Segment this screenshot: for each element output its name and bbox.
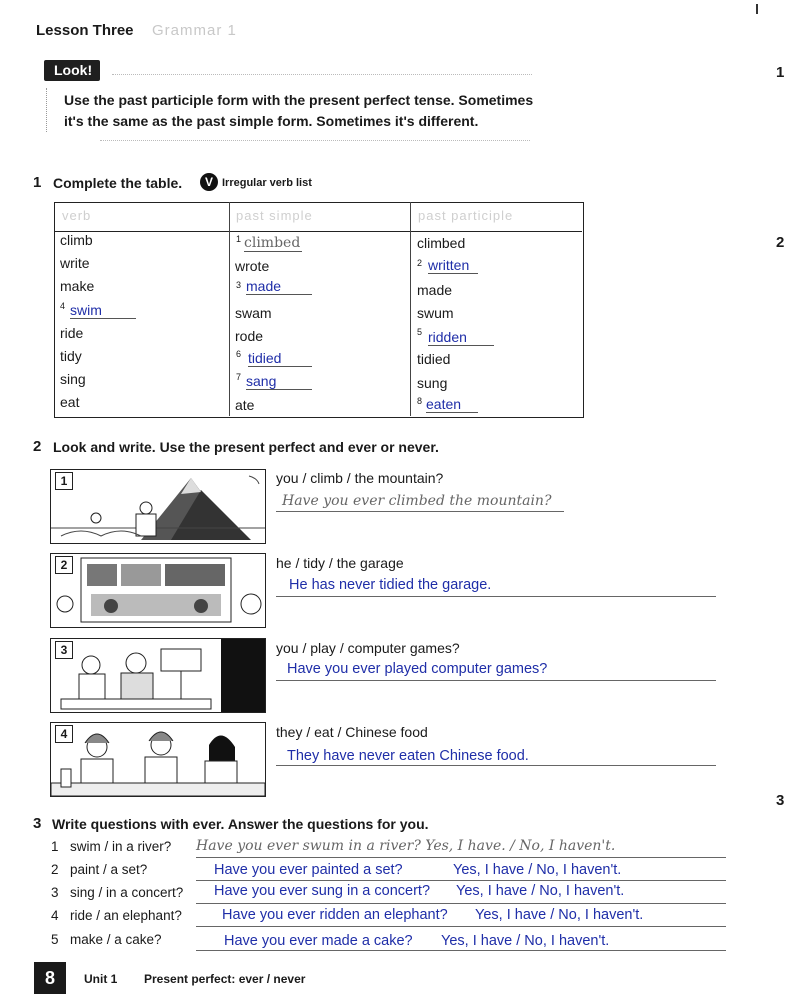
col-header-past-participle: past participle xyxy=(418,208,514,223)
answer-cell: written xyxy=(428,257,478,274)
answer-cell: tidied xyxy=(248,350,312,367)
ex3-reply: Yes, I have / No, I haven't. xyxy=(453,862,622,878)
ex2-answer: He has never tidied the garage. xyxy=(289,577,492,593)
past-simple-cell: rode xyxy=(235,328,264,344)
verb-cell: ride xyxy=(60,325,84,341)
margin-number: 2 xyxy=(776,234,785,251)
ex3-reply: Yes, I have / No, I haven't. xyxy=(456,883,625,899)
table-divider xyxy=(410,202,411,416)
participle-cell: tidied xyxy=(417,351,451,367)
answer-cell: eaten xyxy=(426,396,478,413)
ex3-number: 3 xyxy=(33,815,42,832)
answer-cell: swim xyxy=(70,302,136,319)
past-simple-cell: ate xyxy=(235,397,255,413)
ex3-prompt: make / a cake? xyxy=(70,932,162,947)
ex3-question: Have you ever ridden an elephant? xyxy=(222,907,448,923)
footer-unit: Unit 1 xyxy=(84,972,118,986)
past-simple-cell: swam xyxy=(235,305,272,321)
past-simple-cell: wrote xyxy=(235,258,270,274)
ex2-prompt: you / play / computer games? xyxy=(276,640,460,656)
ex3-heading: Write questions with ever. Answer the questions for you. xyxy=(52,816,429,832)
table-divider xyxy=(229,202,230,416)
answer-line xyxy=(276,765,716,766)
answer-line xyxy=(196,880,726,881)
blank-number: 6 xyxy=(236,349,242,359)
ex3-prompt: sing / in a concert? xyxy=(70,885,184,900)
footer-topic: Present perfect: ever / never xyxy=(144,972,306,986)
blank-number: 4 xyxy=(60,301,66,311)
margin-mark xyxy=(756,4,758,14)
chinese-food-picture xyxy=(50,722,266,797)
ex2-number: 2 xyxy=(33,438,42,455)
picture-number: 4 xyxy=(55,725,73,743)
answer-cell: sang xyxy=(246,373,312,390)
blank-number: 5 xyxy=(417,327,423,337)
look-left-border xyxy=(46,88,49,132)
col-header-verb: verb xyxy=(62,208,92,223)
verb-list-icon: V xyxy=(200,173,218,191)
answer-cell: ridden xyxy=(428,329,494,346)
ex1-number: 1 xyxy=(33,174,42,191)
picture-number: 3 xyxy=(55,641,73,659)
margin-number: 1 xyxy=(776,64,785,81)
participle-cell: made xyxy=(417,282,453,298)
computer-games-illustration xyxy=(51,639,265,712)
answer-line xyxy=(196,926,726,927)
mountain-picture xyxy=(50,469,266,544)
ex3-prompt: swim / in a river? xyxy=(70,839,172,854)
garage-illustration xyxy=(51,554,265,627)
garage-picture xyxy=(50,553,266,628)
verb-cell: sing xyxy=(60,371,86,387)
answer-line xyxy=(276,596,716,597)
look-line-1: Use the past participle form with the present perfect tense. Sometimes xyxy=(64,92,534,108)
lesson-subtitle: Grammar 1 xyxy=(152,22,237,39)
verb-cell: climb xyxy=(60,232,93,248)
ex3-item-number: 1 xyxy=(51,839,59,854)
ex3-question: Have you ever made a cake? xyxy=(224,933,413,949)
ex3-item-number: 5 xyxy=(51,932,59,947)
ex2-heading: Look and write. Use the present perfect and ever or never. xyxy=(53,439,439,455)
ex2-answer: Have you ever played computer games? xyxy=(287,661,548,677)
ex2-prompt: you / climb / the mountain? xyxy=(276,470,444,486)
look-top-border xyxy=(112,74,532,75)
chinese-food-illustration xyxy=(51,723,265,796)
ex3-item-number: 2 xyxy=(51,862,59,877)
verb-cell: eat xyxy=(60,394,80,410)
ex2-prompt: they / eat / Chinese food xyxy=(276,724,428,740)
picture-number: 2 xyxy=(55,556,73,574)
verb-list-reference: Irregular verb list xyxy=(222,177,312,189)
verb-cell: make xyxy=(60,278,95,294)
page-number-badge: 8 xyxy=(34,962,66,994)
picture-number: 1 xyxy=(55,472,73,490)
col-header-past-simple: past simple xyxy=(236,208,313,223)
ex3-prompt: ride / an elephant? xyxy=(70,908,182,923)
look-bottom-border xyxy=(100,140,530,141)
blank-number: 7 xyxy=(236,372,242,382)
ex3-answer: Have you ever swum in a river? Yes, I have. / No, I haven't. xyxy=(196,838,616,854)
ex3-reply: Yes, I have / No, I haven't. xyxy=(441,933,610,949)
answer-cell: climbed xyxy=(244,235,301,251)
lesson-title: Lesson Three xyxy=(36,22,134,39)
answer-line xyxy=(196,950,726,951)
answer-line xyxy=(196,857,726,858)
look-instructions xyxy=(64,90,534,132)
answer-line xyxy=(276,511,564,512)
verb-cell: tidy xyxy=(60,348,82,364)
ex2-answer: They have never eaten Chinese food. xyxy=(287,748,529,764)
ex3-item-number: 3 xyxy=(51,885,59,900)
ex3-question: Have you ever painted a set? xyxy=(214,862,403,878)
mountain-illustration xyxy=(51,470,265,543)
ex3-reply: Yes, I have / No, I haven't. xyxy=(475,907,644,923)
look-badge: Look! xyxy=(44,60,100,81)
ex3-question: Have you ever sung in a concert? xyxy=(214,883,431,899)
ex2-prompt: he / tidy / the garage xyxy=(276,555,404,571)
ex3-prompt: paint / a set? xyxy=(70,862,148,877)
look-line-2: it's the same as the past simple form. Sometimes it's different. xyxy=(64,113,479,129)
computer-games-picture xyxy=(50,638,266,713)
blank-number: 2 xyxy=(417,258,423,268)
answer-line xyxy=(196,903,726,904)
blank-number: 3 xyxy=(236,280,242,290)
ex2-answer: Have you ever climbed the mountain? xyxy=(282,493,552,509)
answer-line xyxy=(276,680,716,681)
participle-cell: sung xyxy=(417,375,448,391)
margin-number: 3 xyxy=(776,792,785,809)
answer-cell: made xyxy=(246,278,312,295)
blank-number: 1 xyxy=(236,234,242,244)
verb-cell: write xyxy=(60,255,90,271)
blank-number: 8 xyxy=(417,396,423,406)
ex1-heading: Complete the table. xyxy=(53,175,183,191)
participle-cell: swum xyxy=(417,305,454,321)
participle-cell: climbed xyxy=(417,235,466,251)
ex3-item-number: 4 xyxy=(51,908,59,923)
